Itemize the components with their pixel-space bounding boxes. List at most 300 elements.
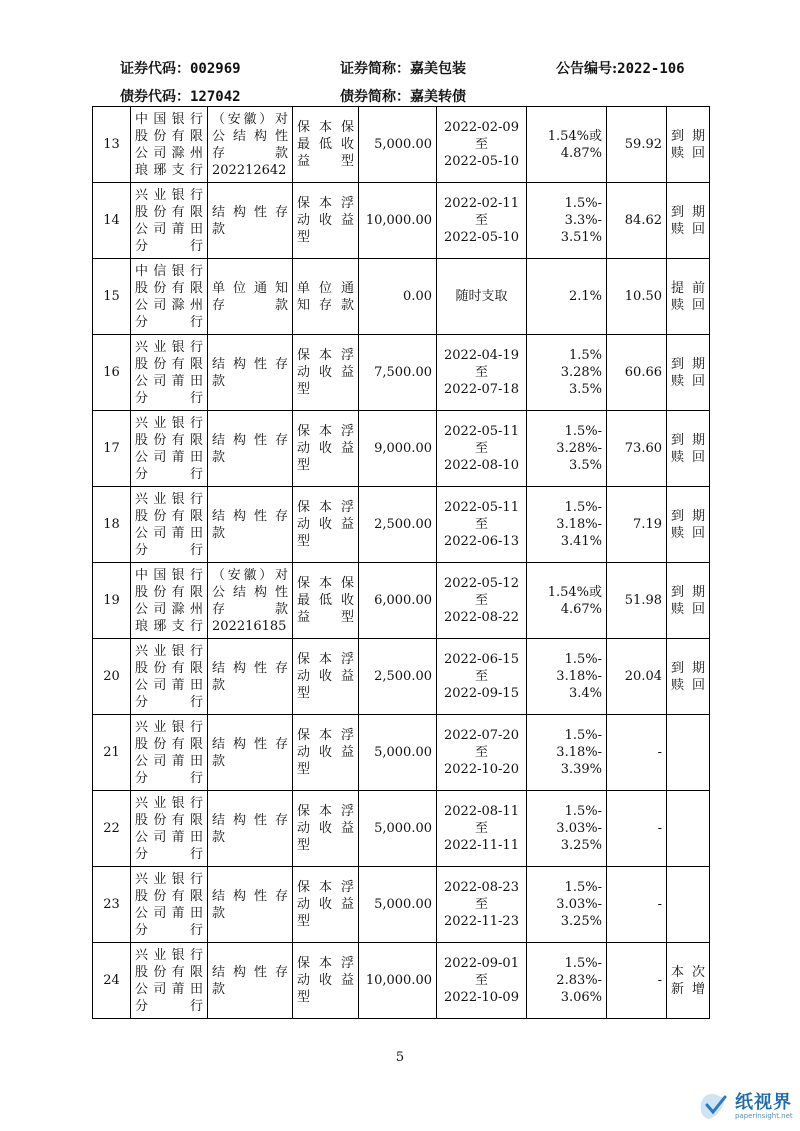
cell-product	[208, 411, 293, 487]
cell-bank	[131, 335, 208, 411]
cell-income: 73.60	[607, 411, 667, 487]
cell-product-type	[293, 563, 359, 639]
cell-rate-line: 1.5%-	[564, 956, 602, 971]
cell-product-type-line: 最低收	[297, 593, 354, 608]
header-security-code	[120, 58, 241, 78]
cell-term-line: 2022-06-15	[444, 652, 519, 667]
cell-rate	[527, 183, 607, 259]
cell-bank-line: 兴业银行	[135, 187, 203, 203]
cell-bank-line: 分行	[135, 694, 203, 710]
cell-term	[437, 639, 527, 715]
cell-bank-line: 兴业银行	[135, 339, 203, 355]
cell-term-line: 2022-10-20	[444, 762, 519, 777]
cell-bank	[131, 563, 208, 639]
cell-product-line: 存 款	[212, 145, 288, 161]
cell-product-line: 结构性存	[212, 888, 288, 904]
cell-product-line: （安徽）对	[212, 567, 288, 583]
cell-product-type	[293, 715, 359, 791]
cell-rate-line: 3.3%-	[564, 213, 602, 228]
cell-bank-line: 分行	[135, 390, 203, 406]
cell-bank-line: 股份有限	[135, 432, 203, 448]
cell-term-line: 2022-11-11	[444, 838, 519, 853]
cell-product-type-line: 知存款	[297, 297, 354, 313]
cell-bank-line: 股份有限	[135, 128, 203, 144]
cell-term-line: 至	[474, 365, 488, 380]
cell-number: 16	[93, 335, 131, 411]
cell-product-type-line: 动收益	[297, 517, 354, 532]
bond-code-label: 债券代码：	[120, 89, 190, 105]
cell-income: -	[607, 715, 667, 791]
cell-bank-line: 分行	[135, 846, 203, 862]
cell-bank-line: 分行	[135, 314, 203, 330]
cell-term	[437, 791, 527, 867]
cell-term-line: 至	[474, 897, 488, 912]
cell-term	[437, 487, 527, 563]
cell-product-type-line: 保本浮	[297, 728, 354, 743]
cell-rate-line: 3.18%-	[556, 517, 602, 532]
table-row	[93, 639, 710, 715]
cell-status	[667, 183, 710, 259]
investment-table	[92, 106, 710, 1019]
cell-status	[667, 107, 710, 183]
cell-product-type-line: 动收益	[297, 745, 354, 760]
cell-rate-line: 3.03%-	[556, 897, 602, 912]
table-row	[93, 411, 710, 487]
cell-term-line: 2022-08-10	[444, 458, 519, 473]
cell-product	[208, 335, 293, 411]
table-row	[93, 335, 710, 411]
cell-bank-line: 兴业银行	[135, 795, 203, 811]
cell-product-type-line: 保本浮	[297, 424, 354, 439]
cell-term-line: 至	[474, 441, 488, 456]
cell-term-line: 2022-05-10	[444, 230, 519, 245]
cell-income: 7.19	[607, 487, 667, 563]
cell-status	[667, 639, 710, 715]
cell-bank-line: 股份有限	[135, 356, 203, 372]
cell-rate-line: 1.5%-	[564, 500, 602, 515]
cell-bank-line: 分行	[135, 770, 203, 786]
cell-status-line: 到期	[671, 660, 705, 676]
cell-rate-line: 1.54%或	[547, 584, 602, 600]
cell-status-line: 到期	[671, 356, 705, 372]
cell-bank-line: 股份有限	[135, 812, 203, 828]
cell-product-line: 结构性存	[212, 508, 288, 524]
cell-product-type-line: 动收益	[297, 973, 354, 988]
cell-product-type-line: 保本浮	[297, 804, 354, 819]
cell-product	[208, 183, 293, 259]
cell-product-line: 结构性存	[212, 812, 288, 828]
cell-bank-line: 兴业银行	[135, 415, 203, 431]
cell-product-line: 结构性存	[212, 660, 288, 676]
cell-status-line: 到期	[671, 432, 705, 448]
cell-product-type-line: 动收益	[297, 821, 354, 836]
cell-rate	[527, 791, 607, 867]
cell-status-line: 本次	[671, 964, 705, 980]
cell-bank-line: 兴业银行	[135, 491, 203, 507]
cell-product-type-line: 保本浮	[297, 880, 354, 895]
table-row	[93, 943, 710, 1019]
cell-number: 24	[93, 943, 131, 1019]
cell-term-line: 2022-08-22	[444, 610, 519, 625]
cell-rate	[527, 563, 607, 639]
cell-bank	[131, 107, 208, 183]
cell-product-line: 202216185	[212, 618, 287, 634]
cell-term-line: 2022-02-09	[444, 120, 519, 135]
cell-product-type-line: 型	[297, 458, 311, 473]
cell-product-line: 结构性存	[212, 964, 288, 980]
cell-product	[208, 867, 293, 943]
cell-bank	[131, 791, 208, 867]
cell-rate-line: 3.5%	[568, 382, 602, 397]
cell-term	[437, 183, 527, 259]
cell-rate-line: 4.87%	[560, 145, 602, 161]
cell-income: -	[607, 943, 667, 1019]
cell-term-line: 2022-09-15	[444, 686, 519, 701]
watermark-brand: 纸视界	[735, 1092, 792, 1113]
cell-product-type-line: 动收益	[297, 669, 354, 684]
cell-status	[667, 487, 710, 563]
cell-rate-line: 1.5%-	[564, 424, 602, 439]
cell-term-line: 至	[474, 745, 488, 760]
cell-product-type-line: 型	[297, 762, 311, 777]
cell-product-line: 结构性存	[212, 432, 288, 448]
cell-income: 60.66	[607, 335, 667, 411]
cell-bank	[131, 259, 208, 335]
cell-number: 13	[93, 107, 131, 183]
cell-term	[437, 411, 527, 487]
cell-product-type-line: 型	[297, 534, 311, 549]
cell-status	[667, 943, 710, 1019]
cell-bank-line: 公司莆田	[135, 829, 203, 845]
cell-term-line: 2022-11-23	[444, 914, 519, 929]
table-row	[93, 563, 710, 639]
cell-product-line: 结构性存	[212, 204, 288, 220]
cell-term-line: 至	[474, 517, 488, 532]
cell-product-type	[293, 487, 359, 563]
cell-status	[667, 259, 710, 335]
cell-rate-line: 3.39%	[560, 762, 602, 777]
cell-term-line: 2022-08-23	[444, 880, 519, 895]
cell-product-line: 款	[212, 905, 226, 921]
cell-amount: 6,000.00	[359, 563, 437, 639]
cell-rate-line: 3.18%-	[556, 669, 602, 684]
cell-rate	[527, 639, 607, 715]
cell-product-type-line: 保本浮	[297, 500, 354, 515]
cell-bank-line: 公司莆田	[135, 677, 203, 693]
cell-product-line: 存款	[212, 297, 288, 313]
cell-rate-line: 3.06%	[560, 990, 602, 1005]
cell-product-type-line: 保本保	[297, 120, 354, 135]
cell-product-line: 结构性存	[212, 356, 288, 372]
cell-bank-line: 公司莆田	[135, 373, 203, 389]
cell-rate-line: 1.5%-	[564, 652, 602, 667]
cell-status-line: 赎回	[671, 525, 705, 541]
cell-rate-line: 1.5%	[568, 348, 602, 363]
cell-bank-line: 公司莆田	[135, 905, 203, 921]
cell-income: 84.62	[607, 183, 667, 259]
cell-term-line: 2022-10-09	[444, 990, 519, 1005]
cell-product	[208, 487, 293, 563]
cell-product-type	[293, 867, 359, 943]
cell-term-line: 至	[474, 669, 488, 684]
cell-term	[437, 563, 527, 639]
cell-bank-line: 琅琊支行	[135, 618, 203, 634]
cell-term-line: 2022-06-13	[444, 534, 519, 549]
cell-term-line: 2022-08-11	[444, 804, 519, 819]
cell-rate	[527, 943, 607, 1019]
cell-term-line: 至	[474, 213, 488, 228]
announcement-no-value: 2022-106	[617, 61, 685, 77]
cell-bank-line: 公司莆田	[135, 981, 203, 997]
cell-product-type	[293, 183, 359, 259]
cell-bank-line: 分行	[135, 466, 203, 482]
cell-product-type	[293, 259, 359, 335]
cell-product-line: 款	[212, 677, 226, 693]
cell-status	[667, 867, 710, 943]
cell-product	[208, 259, 293, 335]
cell-product-type-line: 型	[297, 990, 311, 1005]
cell-bank-line: 公司滁州	[135, 145, 203, 161]
cell-rate-line: 3.28%	[560, 365, 602, 380]
cell-bank-line: 股份有限	[135, 508, 203, 524]
cell-rate-line: 3.4%	[568, 686, 602, 701]
cell-product	[208, 107, 293, 183]
cell-status	[667, 563, 710, 639]
table-row	[93, 107, 710, 183]
cell-status-line: 赎回	[671, 373, 705, 389]
table-row	[93, 259, 710, 335]
cell-product-line: 款	[212, 373, 226, 389]
bond-name-label: 债券简称：	[340, 89, 410, 105]
cell-bank-line: 分行	[135, 542, 203, 558]
cell-status	[667, 791, 710, 867]
cell-term-line: 随时支取	[455, 289, 508, 304]
cell-bank-line: 中国银行	[135, 111, 203, 127]
cell-bank-line: 股份有限	[135, 280, 203, 296]
cell-term-line: 至	[474, 593, 488, 608]
cell-bank-line: 分行	[135, 922, 203, 938]
cell-bank-line: 兴业银行	[135, 643, 203, 659]
cell-product	[208, 715, 293, 791]
cell-rate-line: 3.5%	[568, 458, 602, 473]
cell-bank-line: 公司莆田	[135, 221, 203, 237]
table-row	[93, 715, 710, 791]
cell-bank	[131, 183, 208, 259]
cell-term-line: 2022-05-11	[444, 500, 519, 515]
cell-term	[437, 259, 527, 335]
cell-status-line: 赎回	[671, 221, 705, 237]
cell-product-type	[293, 107, 359, 183]
cell-term	[437, 335, 527, 411]
bond-code-value: 127042	[190, 89, 241, 105]
cell-term	[437, 715, 527, 791]
cell-term-line: 至	[474, 137, 488, 152]
cell-product-line: 结构性存	[212, 736, 288, 752]
cell-product-type-line: 动收益	[297, 897, 354, 912]
cell-bank-line: 琅琊支行	[135, 162, 203, 178]
cell-term-line: 至	[474, 821, 488, 836]
bond-name-value: 嘉美转债	[410, 89, 466, 105]
cell-bank-line: 股份有限	[135, 964, 203, 980]
table-row	[93, 487, 710, 563]
cell-product-type-line: 保本浮	[297, 956, 354, 971]
header-announcement-no	[556, 58, 685, 78]
cell-rate-line: 1.54%或	[547, 128, 602, 144]
cell-number: 23	[93, 867, 131, 943]
header-security-name	[340, 58, 466, 78]
cell-income: -	[607, 791, 667, 867]
cell-number: 17	[93, 411, 131, 487]
cell-income: -	[607, 867, 667, 943]
cell-product-type	[293, 639, 359, 715]
cell-product	[208, 563, 293, 639]
security-code-value: 002969	[190, 61, 241, 77]
cell-product-line: 款	[212, 753, 226, 769]
cell-bank-line: 股份有限	[135, 204, 203, 220]
cell-bank-line: 公司滁州	[135, 297, 203, 313]
announcement-no-label: 公告编号:	[556, 61, 618, 77]
cell-bank-line: 分行	[135, 238, 203, 254]
cell-bank-line: 中国银行	[135, 567, 203, 583]
cell-amount: 0.00	[359, 259, 437, 335]
cell-product	[208, 943, 293, 1019]
cell-number: 15	[93, 259, 131, 335]
cell-bank-line: 公司莆田	[135, 753, 203, 769]
cell-product-type-line: 动收益	[297, 365, 354, 380]
cell-rate-line: 3.18%-	[556, 745, 602, 760]
cell-product-type	[293, 791, 359, 867]
cell-product	[208, 791, 293, 867]
cell-rate-line: 2.1%	[568, 289, 602, 304]
cell-product-type	[293, 335, 359, 411]
cell-product-type	[293, 943, 359, 1019]
cell-income: 59.92	[607, 107, 667, 183]
cell-bank	[131, 943, 208, 1019]
cell-bank-line: 公司莆田	[135, 449, 203, 465]
cell-number: 22	[93, 791, 131, 867]
cell-product-line: （安徽）对	[212, 111, 288, 127]
table-row	[93, 183, 710, 259]
cell-bank-line: 股份有限	[135, 888, 203, 904]
cell-status-line: 到期	[671, 508, 705, 524]
cell-rate-line: 1.5%-	[564, 880, 602, 895]
cell-bank	[131, 867, 208, 943]
cell-bank-line: 中信银行	[135, 263, 203, 279]
cell-rate	[527, 107, 607, 183]
cell-term-line: 至	[474, 973, 488, 988]
cell-product-line: 存 款	[212, 601, 288, 617]
table-row	[93, 791, 710, 867]
cell-product-type-line: 保本浮	[297, 196, 354, 211]
cell-rate-line: 3.51%	[560, 230, 602, 245]
watermark-site: paperinsight.net	[735, 1112, 793, 1120]
cell-product-type-line: 型	[297, 382, 311, 397]
cell-income: 10.50	[607, 259, 667, 335]
cell-product-line: 202212642	[212, 162, 287, 178]
cell-product-type-line: 型	[297, 230, 311, 245]
security-code-label: 证券代码：	[120, 61, 190, 77]
cell-bank	[131, 639, 208, 715]
security-name-label: 证券简称：	[340, 61, 410, 77]
cell-bank	[131, 715, 208, 791]
cell-rate-line: 3.03%-	[556, 821, 602, 836]
cell-product-type-line: 保本保	[297, 576, 354, 591]
cell-number: 14	[93, 183, 131, 259]
cell-bank-line: 股份有限	[135, 584, 203, 600]
cell-product-type-line: 最低收	[297, 137, 354, 152]
cell-term-line: 2022-02-11	[444, 196, 519, 211]
cell-rate-line: 4.67%	[560, 601, 602, 617]
cell-status-line: 新增	[671, 981, 705, 997]
cell-product-line: 款	[212, 525, 226, 541]
table-row	[93, 867, 710, 943]
cell-rate	[527, 259, 607, 335]
cell-term-line: 2022-05-11	[444, 424, 519, 439]
cell-amount: 10,000.00	[359, 943, 437, 1019]
cell-product	[208, 639, 293, 715]
cell-product-line: 款	[212, 981, 226, 997]
cell-status-line: 到期	[671, 128, 705, 144]
cell-term-line: 2022-05-10	[444, 154, 519, 169]
cell-term-line: 2022-05-12	[444, 576, 519, 591]
cell-bank-line: 公司滁州	[135, 601, 203, 617]
cell-product-type	[293, 411, 359, 487]
cell-product-line: 单位通知	[212, 280, 288, 296]
cell-status	[667, 411, 710, 487]
cell-product-line: 公结构性	[212, 128, 288, 144]
cell-product-type-line: 型	[297, 914, 311, 929]
cell-amount: 5,000.00	[359, 867, 437, 943]
cell-status-line: 赎回	[671, 297, 705, 313]
cell-status-line: 到期	[671, 204, 705, 220]
cell-status	[667, 335, 710, 411]
cell-number: 20	[93, 639, 131, 715]
cell-amount: 10,000.00	[359, 183, 437, 259]
cell-amount: 9,000.00	[359, 411, 437, 487]
cell-status-line: 赎回	[671, 145, 705, 161]
cell-amount: 5,000.00	[359, 791, 437, 867]
cell-rate	[527, 335, 607, 411]
cell-term	[437, 943, 527, 1019]
cell-number: 19	[93, 563, 131, 639]
cell-product-line: 款	[212, 221, 226, 237]
cell-product-type-line: 保本浮	[297, 652, 354, 667]
cell-bank-line: 股份有限	[135, 736, 203, 752]
cell-bank-line: 分行	[135, 998, 203, 1014]
cell-number: 21	[93, 715, 131, 791]
cell-rate	[527, 411, 607, 487]
cell-term-line: 2022-04-19	[444, 348, 519, 363]
cell-product-type-line: 动收益	[297, 213, 354, 228]
cell-rate-line: 1.5%-	[564, 728, 602, 743]
cell-bank	[131, 487, 208, 563]
cell-term-line: 2022-07-18	[444, 382, 519, 397]
cell-amount: 5,000.00	[359, 715, 437, 791]
cell-income: 51.98	[607, 563, 667, 639]
cell-amount: 5,000.00	[359, 107, 437, 183]
cell-bank-line: 兴业银行	[135, 947, 203, 963]
cell-status-line: 到期	[671, 584, 705, 600]
cell-rate	[527, 715, 607, 791]
cell-term-line: 2022-09-01	[444, 956, 519, 971]
cell-product-type-line: 动收益	[297, 441, 354, 456]
cell-bank-line: 公司莆田	[135, 525, 203, 541]
cell-amount: 2,500.00	[359, 487, 437, 563]
cell-rate	[527, 487, 607, 563]
cell-number: 18	[93, 487, 131, 563]
security-name-value: 嘉美包装	[410, 61, 466, 77]
cell-bank-line: 兴业银行	[135, 719, 203, 735]
